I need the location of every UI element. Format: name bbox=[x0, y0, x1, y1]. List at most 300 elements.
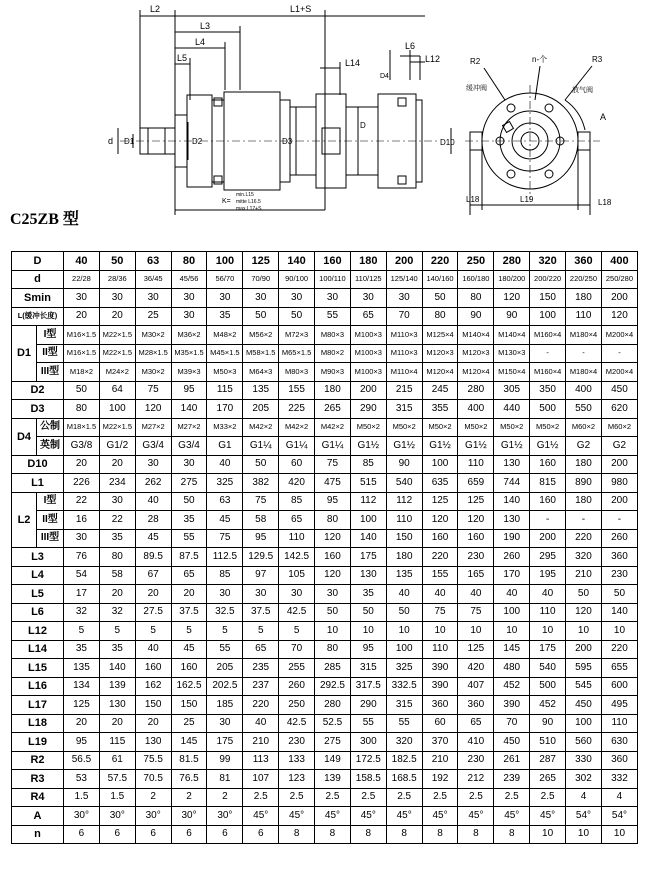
row-label: A bbox=[12, 807, 64, 826]
table-cell: 100 bbox=[99, 400, 135, 419]
table-cell: 5 bbox=[243, 622, 279, 641]
table-cell: 200/220 bbox=[530, 270, 566, 289]
table-cell: M160×4 bbox=[530, 363, 566, 382]
table-row bbox=[12, 455, 638, 474]
table-cell: 110 bbox=[530, 603, 566, 622]
table-cell: 175 bbox=[530, 640, 566, 659]
table-cell: M160×4 bbox=[530, 326, 566, 345]
table-cell: 32.5 bbox=[207, 603, 243, 622]
table-cell: 42.5 bbox=[279, 603, 315, 622]
table-cell: 180 bbox=[315, 381, 351, 400]
table-cell: 234 bbox=[99, 474, 135, 493]
table-cell: 5 bbox=[279, 622, 315, 641]
table-cell: 17 bbox=[64, 585, 100, 604]
table-cell: 75 bbox=[458, 603, 494, 622]
table-cell: 30 bbox=[315, 289, 351, 308]
table-cell: M42×2 bbox=[315, 418, 351, 437]
table-cell: 45° bbox=[279, 807, 315, 826]
table-cell: 120 bbox=[315, 566, 351, 585]
table-cell: 200 bbox=[530, 529, 566, 548]
table-cell: 155 bbox=[279, 381, 315, 400]
dim-d2: D2 bbox=[192, 137, 203, 146]
table-cell: 265 bbox=[315, 400, 351, 419]
table-cell: 95 bbox=[350, 640, 386, 659]
table-cell: 355 bbox=[422, 400, 458, 419]
table-cell: 90/100 bbox=[279, 270, 315, 289]
table-cell: 30 bbox=[243, 289, 279, 308]
col-header-label: D bbox=[12, 252, 64, 271]
table-cell: 54 bbox=[64, 566, 100, 585]
table-cell: G1½ bbox=[350, 437, 386, 456]
table-cell: 75 bbox=[243, 492, 279, 511]
table-cell: 30 bbox=[207, 289, 243, 308]
table-cell: 75.5 bbox=[135, 751, 171, 770]
table-cell: 10 bbox=[601, 622, 637, 641]
table-cell: 75 bbox=[135, 381, 171, 400]
table-cell: 420 bbox=[279, 474, 315, 493]
table-cell: 262 bbox=[135, 474, 171, 493]
col-header: 200 bbox=[386, 252, 422, 271]
technical-drawing bbox=[0, 0, 649, 250]
table-cell: 75 bbox=[422, 603, 458, 622]
table-cell: 205 bbox=[207, 659, 243, 678]
page-title: C25ZB 型 bbox=[10, 211, 79, 228]
table-cell: 510 bbox=[530, 733, 566, 752]
table-cell: 350 bbox=[530, 381, 566, 400]
table-cell: 25 bbox=[135, 307, 171, 326]
row-label: L17 bbox=[12, 696, 64, 715]
table-cell: 50 bbox=[315, 603, 351, 622]
table-cell: 595 bbox=[566, 659, 602, 678]
table-cell: 160/180 bbox=[458, 270, 494, 289]
table-row bbox=[12, 437, 638, 456]
table-cell: 200 bbox=[350, 381, 386, 400]
table-cell: 150 bbox=[386, 529, 422, 548]
table-cell: 30 bbox=[99, 289, 135, 308]
table-cell: 50 bbox=[566, 585, 602, 604]
table-cell: 10 bbox=[530, 825, 566, 844]
table-cell: 50 bbox=[386, 603, 422, 622]
table-cell: 172.5 bbox=[350, 751, 386, 770]
table-cell: 55 bbox=[315, 307, 351, 326]
table-cell: 220 bbox=[566, 529, 602, 548]
table-cell: 55 bbox=[207, 640, 243, 659]
table-cell: 160 bbox=[171, 659, 207, 678]
label-buffer-valve: 缓冲阀 bbox=[466, 85, 487, 92]
table-cell: 220 bbox=[243, 696, 279, 715]
table-cell: 37.5 bbox=[171, 603, 207, 622]
table-cell: M130×3 bbox=[494, 344, 530, 363]
table-cell: M110×3 bbox=[386, 326, 422, 345]
table-cell: 440 bbox=[494, 400, 530, 419]
table-cell: 50 bbox=[243, 455, 279, 474]
table-cell: 120 bbox=[566, 603, 602, 622]
table-cell: M22×1.5 bbox=[99, 344, 135, 363]
label-r2: R2 bbox=[470, 57, 481, 66]
table-cell: 120 bbox=[315, 529, 351, 548]
label-r3: R3 bbox=[592, 55, 603, 64]
table-row bbox=[12, 381, 638, 400]
col-header: 320 bbox=[530, 252, 566, 271]
table-cell: 170 bbox=[494, 566, 530, 585]
table-cell: 100 bbox=[494, 603, 530, 622]
table-cell: 2.5 bbox=[386, 788, 422, 807]
table-cell: 30 bbox=[207, 585, 243, 604]
table-cell: 45 bbox=[207, 511, 243, 530]
table-cell: 130 bbox=[99, 696, 135, 715]
table-cell: 390 bbox=[422, 677, 458, 696]
table-cell: 107 bbox=[243, 770, 279, 789]
table-cell: 630 bbox=[601, 733, 637, 752]
table-cell: 10 bbox=[315, 622, 351, 641]
table-cell: 332 bbox=[601, 770, 637, 789]
table-row bbox=[12, 363, 638, 382]
table-cell: 659 bbox=[458, 474, 494, 493]
row-label: Smin bbox=[12, 289, 64, 308]
col-header: 220 bbox=[422, 252, 458, 271]
table-cell: 50 bbox=[171, 492, 207, 511]
table-cell: G1¼ bbox=[279, 437, 315, 456]
table-cell: 175 bbox=[207, 733, 243, 752]
table-cell: M72×3 bbox=[279, 326, 315, 345]
table-cell: 540 bbox=[530, 659, 566, 678]
table-cell: M100×3 bbox=[350, 363, 386, 382]
table-cell: M45×1.5 bbox=[207, 344, 243, 363]
table-cell: 320 bbox=[386, 733, 422, 752]
table-cell: 545 bbox=[566, 677, 602, 696]
table-cell: 815 bbox=[530, 474, 566, 493]
table-cell: 40 bbox=[422, 585, 458, 604]
table-cell: 325 bbox=[207, 474, 243, 493]
table-cell: 175 bbox=[350, 548, 386, 567]
table-cell: 35 bbox=[207, 307, 243, 326]
table-cell: 149 bbox=[315, 751, 351, 770]
row-label: L6 bbox=[12, 603, 64, 622]
row-sub-label: I型 bbox=[37, 326, 64, 345]
table-cell: 2.5 bbox=[315, 788, 351, 807]
table-cell: 55 bbox=[171, 529, 207, 548]
table-cell: 80 bbox=[422, 307, 458, 326]
row-label: L18 bbox=[12, 714, 64, 733]
table-cell: 250 bbox=[279, 696, 315, 715]
table-cell: M110×4 bbox=[386, 363, 422, 382]
table-cell: 25 bbox=[171, 714, 207, 733]
row-label: R2 bbox=[12, 751, 64, 770]
table-cell: 1.5 bbox=[64, 788, 100, 807]
table-row bbox=[12, 400, 638, 419]
spec-table bbox=[11, 251, 638, 844]
row-label: R4 bbox=[12, 788, 64, 807]
table-cell: 125 bbox=[64, 696, 100, 715]
table-cell: 980 bbox=[601, 474, 637, 493]
table-cell: 22 bbox=[99, 511, 135, 530]
table-cell: 20 bbox=[99, 455, 135, 474]
table-cell: 495 bbox=[601, 696, 637, 715]
col-header: 63 bbox=[135, 252, 171, 271]
row-group-label: D4 bbox=[12, 418, 37, 455]
table-cell: 35 bbox=[99, 529, 135, 548]
table-cell: 150 bbox=[530, 289, 566, 308]
table-cell: 890 bbox=[566, 474, 602, 493]
table-cell: 160 bbox=[315, 548, 351, 567]
table-cell: 5 bbox=[207, 622, 243, 641]
table-cell: 2.5 bbox=[530, 788, 566, 807]
table-cell: 81.5 bbox=[171, 751, 207, 770]
table-cell: 130 bbox=[135, 733, 171, 752]
table-cell: M80×2 bbox=[315, 344, 351, 363]
table-cell: 150 bbox=[171, 696, 207, 715]
table-cell: 129.5 bbox=[243, 548, 279, 567]
table-cell: 635 bbox=[422, 474, 458, 493]
table-cell: 20 bbox=[135, 585, 171, 604]
table-cell: 32 bbox=[64, 603, 100, 622]
table-cell: 285 bbox=[315, 659, 351, 678]
table-cell: 260 bbox=[601, 529, 637, 548]
table-row bbox=[12, 659, 638, 678]
table-cell: 45° bbox=[350, 807, 386, 826]
table-cell: 10 bbox=[422, 622, 458, 641]
table-cell: 287 bbox=[530, 751, 566, 770]
row-label: L(缓冲长度) bbox=[12, 307, 64, 326]
table-cell: 515 bbox=[350, 474, 386, 493]
row-label: D3 bbox=[12, 400, 64, 419]
table-cell: 60 bbox=[279, 455, 315, 474]
table-cell: 2.5 bbox=[494, 788, 530, 807]
table-cell: 135 bbox=[243, 381, 279, 400]
table-cell: 125 bbox=[458, 492, 494, 511]
row-sub-label: III型 bbox=[37, 363, 64, 382]
table-row bbox=[12, 326, 638, 345]
table-cell: M18×2 bbox=[64, 363, 100, 382]
dim-d: d bbox=[108, 136, 114, 146]
table-cell: 130 bbox=[350, 566, 386, 585]
table-cell: 290 bbox=[350, 400, 386, 419]
table-cell: 65 bbox=[279, 511, 315, 530]
table-cell: G1 bbox=[207, 437, 243, 456]
table-cell: 10 bbox=[566, 622, 602, 641]
table-cell: 360 bbox=[422, 696, 458, 715]
table-cell: 160 bbox=[135, 659, 171, 678]
table-cell: 76 bbox=[64, 548, 100, 567]
table-cell: 744 bbox=[494, 474, 530, 493]
label-k: K= bbox=[222, 198, 231, 205]
label-angle-a: A bbox=[600, 112, 607, 122]
table-cell: M64×3 bbox=[243, 363, 279, 382]
col-header: 160 bbox=[315, 252, 351, 271]
table-cell: 130 bbox=[494, 455, 530, 474]
table-cell: 125 bbox=[458, 640, 494, 659]
table-cell: 400 bbox=[566, 381, 602, 400]
table-cell: 58 bbox=[243, 511, 279, 530]
table-cell: 125 bbox=[422, 492, 458, 511]
table-cell: 210 bbox=[422, 751, 458, 770]
table-cell: 70 bbox=[279, 640, 315, 659]
table-cell: 300 bbox=[350, 733, 386, 752]
table-cell: 1.5 bbox=[99, 788, 135, 807]
table-cell: 54° bbox=[601, 807, 637, 826]
col-header: 50 bbox=[99, 252, 135, 271]
dim-l12: L12 bbox=[425, 54, 441, 64]
table-cell: 10 bbox=[458, 622, 494, 641]
table-cell: 40 bbox=[458, 585, 494, 604]
table-cell: 200 bbox=[566, 640, 602, 659]
table-cell: 6 bbox=[99, 825, 135, 844]
table-cell: 200 bbox=[601, 289, 637, 308]
dim-l1s: L1+S bbox=[290, 4, 312, 14]
table-cell: 315 bbox=[386, 400, 422, 419]
table-cell: M48×2 bbox=[207, 326, 243, 345]
table-cell: 255 bbox=[279, 659, 315, 678]
table-cell: 45° bbox=[315, 807, 351, 826]
table-cell: 28/36 bbox=[99, 270, 135, 289]
dim-d3: D3 bbox=[282, 137, 293, 146]
dim-l5: L5 bbox=[177, 53, 188, 63]
table-cell: 16 bbox=[64, 511, 100, 530]
table-cell: 87.5 bbox=[171, 548, 207, 567]
table-cell: 140 bbox=[99, 659, 135, 678]
table-cell: G1½ bbox=[422, 437, 458, 456]
table-cell: 30 bbox=[350, 289, 386, 308]
col-header: 125 bbox=[243, 252, 279, 271]
table-cell: M22×1.5 bbox=[99, 418, 135, 437]
table-cell: 110 bbox=[601, 714, 637, 733]
table-cell: 8 bbox=[458, 825, 494, 844]
table-cell: 655 bbox=[601, 659, 637, 678]
table-cell: M180×4 bbox=[566, 326, 602, 345]
table-cell: 145 bbox=[171, 733, 207, 752]
table-cell: 180 bbox=[566, 289, 602, 308]
table-row bbox=[12, 677, 638, 696]
table-cell: 180 bbox=[566, 492, 602, 511]
table-cell: 45° bbox=[530, 807, 566, 826]
table-cell: 20 bbox=[99, 585, 135, 604]
table-cell: 20 bbox=[135, 714, 171, 733]
table-cell: M60×2 bbox=[566, 418, 602, 437]
table-cell: 620 bbox=[601, 400, 637, 419]
row-label: L14 bbox=[12, 640, 64, 659]
table-cell: 220 bbox=[601, 640, 637, 659]
table-row bbox=[12, 770, 638, 789]
table-cell: M27×2 bbox=[135, 418, 171, 437]
table-cell: 205 bbox=[243, 400, 279, 419]
table-cell: 6 bbox=[64, 825, 100, 844]
table-cell: 50 bbox=[243, 307, 279, 326]
dim-d4: D4 bbox=[380, 73, 389, 80]
table-cell: 226 bbox=[64, 474, 100, 493]
table-cell: 475 bbox=[315, 474, 351, 493]
table-cell: 30° bbox=[171, 807, 207, 826]
table-cell: 85 bbox=[207, 566, 243, 585]
table-cell: 20 bbox=[99, 714, 135, 733]
col-header: 280 bbox=[494, 252, 530, 271]
table-cell: 30 bbox=[279, 585, 315, 604]
table-cell: 160 bbox=[422, 529, 458, 548]
table-cell: M50×2 bbox=[494, 418, 530, 437]
table-cell: 30 bbox=[64, 529, 100, 548]
table-cell: M50×2 bbox=[386, 418, 422, 437]
table-cell: M120×3 bbox=[422, 344, 458, 363]
table-cell: 302 bbox=[566, 770, 602, 789]
table-cell: M90×3 bbox=[315, 363, 351, 382]
table-row bbox=[12, 344, 638, 363]
table-cell: 2 bbox=[207, 788, 243, 807]
table-cell: M80×3 bbox=[279, 363, 315, 382]
table-cell: 85 bbox=[350, 455, 386, 474]
table-cell: G1¼ bbox=[315, 437, 351, 456]
table-cell: 260 bbox=[494, 548, 530, 567]
table-row bbox=[12, 733, 638, 752]
table-cell: 40 bbox=[530, 585, 566, 604]
table-cell: 330 bbox=[566, 751, 602, 770]
table-cell: 20 bbox=[171, 585, 207, 604]
table-cell: 162 bbox=[135, 677, 171, 696]
table-cell: 50 bbox=[64, 381, 100, 400]
table-cell: 420 bbox=[458, 659, 494, 678]
table-cell: 70.5 bbox=[135, 770, 171, 789]
table-cell: 225 bbox=[279, 400, 315, 419]
table-cell: 100/110 bbox=[315, 270, 351, 289]
table-cell: 80 bbox=[315, 511, 351, 530]
table-cell: 130 bbox=[494, 511, 530, 530]
row-sub-label: III型 bbox=[37, 529, 64, 548]
k-note-max: max.L17+S bbox=[236, 206, 262, 212]
col-header: 80 bbox=[171, 252, 207, 271]
table-cell: M100×3 bbox=[350, 326, 386, 345]
table-cell: 42.5 bbox=[279, 714, 315, 733]
table-cell: 90 bbox=[386, 455, 422, 474]
table-cell: 5 bbox=[64, 622, 100, 641]
table-cell: 37.5 bbox=[243, 603, 279, 622]
table-row bbox=[12, 622, 638, 641]
table-cell: - bbox=[530, 344, 566, 363]
table-cell: 180 bbox=[386, 548, 422, 567]
table-cell: 450 bbox=[566, 696, 602, 715]
table-cell: 452 bbox=[530, 696, 566, 715]
table-cell: 35 bbox=[350, 585, 386, 604]
table-cell: 40 bbox=[243, 714, 279, 733]
table-cell: M16×1.5 bbox=[64, 344, 100, 363]
table-cell: 140 bbox=[494, 492, 530, 511]
row-sub-label: II型 bbox=[37, 344, 64, 363]
table-cell: 10 bbox=[386, 622, 422, 641]
table-cell: 45 bbox=[135, 529, 171, 548]
row-label: L12 bbox=[12, 622, 64, 641]
table-cell: 100 bbox=[422, 455, 458, 474]
table-cell: 70 bbox=[386, 307, 422, 326]
row-label: D10 bbox=[12, 455, 64, 474]
row-group-label: D1 bbox=[12, 326, 37, 382]
table-cell: 280 bbox=[458, 381, 494, 400]
table-cell: G3/4 bbox=[171, 437, 207, 456]
table-cell: 30 bbox=[64, 289, 100, 308]
table-cell: 290 bbox=[350, 696, 386, 715]
table-cell: M18×1.5 bbox=[64, 418, 100, 437]
table-cell: 212 bbox=[458, 770, 494, 789]
table-cell: 75 bbox=[207, 529, 243, 548]
table-cell: 133 bbox=[279, 751, 315, 770]
col-header: 250 bbox=[458, 252, 494, 271]
table-cell: 10 bbox=[350, 622, 386, 641]
col-header: 400 bbox=[601, 252, 637, 271]
row-sub-label: II型 bbox=[37, 511, 64, 530]
table-cell: 2.5 bbox=[243, 788, 279, 807]
col-header: 40 bbox=[64, 252, 100, 271]
table-cell: 280 bbox=[315, 696, 351, 715]
table-cell: 230 bbox=[279, 733, 315, 752]
col-header: 140 bbox=[279, 252, 315, 271]
table-cell: 275 bbox=[315, 733, 351, 752]
table-cell: 230 bbox=[601, 566, 637, 585]
